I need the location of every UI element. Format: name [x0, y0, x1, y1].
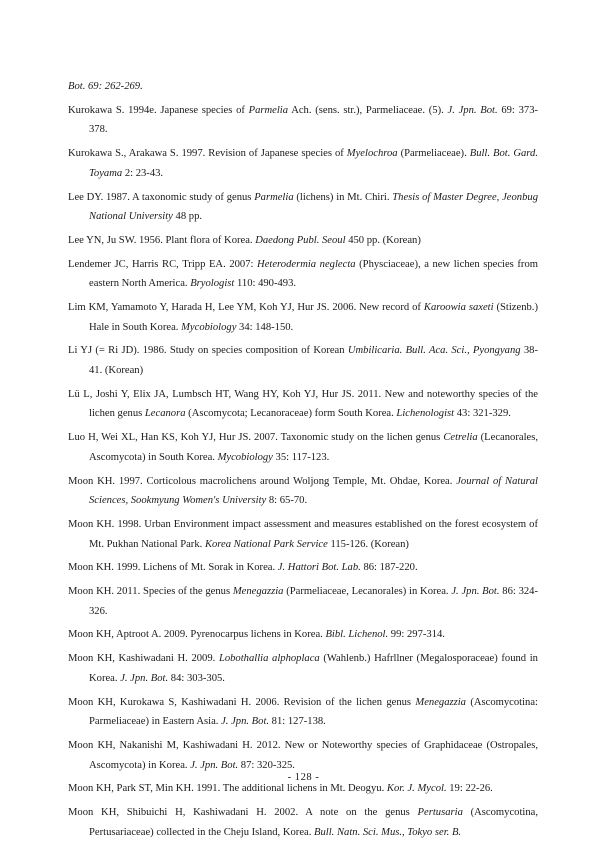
reference-italic-text: Bibl. Lichenol.	[325, 629, 389, 641]
reference-text: Lee DY. 1987. A taxonomic study of genus	[68, 191, 255, 203]
reference-text: 38-41. (Korean)	[89, 345, 538, 377]
reference-italic-text: Journal of Natural Sciences, Sookmyung Women's University	[89, 475, 538, 507]
reference-italic-text: Mycobiology	[181, 321, 237, 333]
reference-italic-text: J. Jpn. Bot.	[221, 716, 270, 728]
reference-text: (lichens) in Mt. Chiri.	[293, 191, 393, 203]
reference-text: Moon KH. 1997. Corticolous macrolichens around Woljong Temple, Mt. Ohdae, Korea.	[68, 475, 457, 487]
reference-entry	[68, 428, 538, 467]
reference-italic-text: Parmelia	[248, 104, 289, 116]
reference-text: Lü L, Joshi Y, Elix JA, Lumbsch HT, Wang HY, Koh YJ, Hur JS. 2011. New and noteworthy species of the lichen genus	[68, 388, 538, 420]
reference-text: Luo H, Wei XL, Han KS, Koh YJ, Hur JS. 2007. Taxonomic study on the lichen genus	[68, 432, 444, 444]
reference-italic-text: Cetrelia	[443, 432, 478, 444]
page-number: - 128 -	[287, 772, 320, 783]
reference-entry	[68, 472, 538, 511]
reference-italic-text: J. Jpn. Bot.	[190, 759, 239, 771]
reference-text: 450 pp. (Korean)	[345, 234, 421, 246]
reference-entry	[68, 558, 538, 578]
reference-text: 69: 373-378.	[89, 104, 539, 136]
reference-entry	[68, 298, 538, 337]
reference-entry	[68, 255, 538, 294]
reference-italic-text: Heterodermia neglecta	[257, 258, 356, 270]
reference-italic-text: Menegazzia	[232, 586, 284, 598]
reference-text: (Wahlenb.) Hafrllner (Megalosporaceae) found in Korea.	[89, 653, 538, 684]
reference-italic-text: Lichenologist	[396, 408, 455, 420]
reference-text: (Parmeliaceae).	[397, 148, 470, 160]
reference-italic-text: J. Jpn. Bot.	[451, 586, 500, 598]
reference-text: (Parmeliaceae, Lecanorales) in Korea.	[283, 586, 452, 598]
reference-text: Ach. (sens. str.), Parmeliaceae. (5).	[288, 104, 448, 116]
reference-italic-text: Daedong Publ. Seoul	[255, 234, 346, 246]
reference-text: Moon KH. 1998. Urban Environment impact assessment and measures established on the forest ecosystem of Mt. Pukhan National Park.	[68, 518, 538, 550]
reference-text: 84: 303-305.	[168, 672, 225, 684]
reference-text: Lim KM, Yamamoto Y, Harada H, Lee YM, Koh YJ, Hur JS. 2006. New record of	[68, 302, 424, 314]
reference-text: 35: 117-123.	[272, 451, 330, 463]
reference-text: Kurokawa S., Arakawa S. 1997. Revision of Japanese species of	[68, 148, 347, 160]
reference-entry	[68, 101, 538, 140]
reference-italic-text: Bull. Natn. Sci. Mus., Tokyo ser. B.	[314, 826, 462, 838]
reference-text: Moon KH. 2011. Species of the genus	[68, 586, 233, 598]
reference-text: 2: 23-43.	[122, 167, 164, 179]
reference-text: 43: 321-329.	[454, 408, 511, 420]
reference-italic-text: Kor. J. Mycol.	[386, 783, 447, 795]
reference-text: Moon KH, Park ST, Min KH. 1991. The additional lichens in Mt. Deogyu.	[68, 783, 387, 795]
reference-text: Moon KH, Kashiwadani H. 2009.	[68, 653, 219, 665]
reference-text: 86: 187-220.	[360, 562, 418, 574]
reference-italic-text: J. Jpn. Bot.	[447, 104, 498, 116]
reference-text: 115-126. (Korean)	[327, 538, 409, 550]
reference-entry	[68, 188, 538, 227]
reference-text: (Lecanorales, Ascomycota) in South Korea.	[89, 432, 538, 463]
reference-italic-text: Mycobiology	[217, 451, 273, 463]
reference-text: 87: 320-325.	[238, 759, 295, 771]
reference-italic-text: Myelochroa	[346, 148, 398, 160]
reference-italic-text: Bryologist	[190, 278, 235, 290]
reference-text: Moon KH, Shibuichi H, Kashiwadani H. 2002. A note on the genus	[68, 807, 418, 819]
reference-text: (Ascomycotina: Parmeliaceae) in Eastern Asia.	[89, 696, 538, 728]
reference-text: (Ascomycota; Lecanoraceae) form South Korea.	[185, 408, 397, 420]
reference-entry	[68, 625, 538, 645]
reference-italic-text: Thesis of Master Degree, Jeonbug National University	[89, 191, 538, 223]
reference-text: (Stizenb.) Hale in South Korea.	[89, 302, 538, 333]
reference-italic-text: Lobothallia alphoplaca	[218, 653, 320, 665]
reference-entry	[68, 515, 538, 554]
reference-text: 48 pp.	[172, 211, 203, 223]
reference-text: (Physciaceae), a new lichen species from eastern North America.	[89, 258, 538, 290]
reference-text: Moon KH, Nakanishi M, Kashiwadani H. 2012. New or Noteworthy species of Graphidaceae (Ostropales, Ascomycota) in Korea.	[68, 740, 538, 771]
reference-italic-text: Umbilicaria. Bull. Aca. Sci., Pyongyang	[347, 345, 521, 357]
reference-entry	[68, 693, 538, 732]
reference-italic-text: Menegazzia	[415, 696, 466, 708]
reference-italic-text: Pertusaria	[417, 807, 463, 819]
reference-text: Moon KH, Kurokawa S, Kashiwadani H. 2006. Revision of the lichen genus	[68, 696, 416, 708]
reference-text: Lendemer JC, Harris RC, Tripp EA. 2007:	[68, 258, 258, 270]
reference-italic-text: Korea National Park Service	[204, 538, 328, 550]
reference-entry	[68, 77, 538, 97]
reference-entry	[68, 736, 538, 775]
reference-text: 34: 148-150.	[236, 321, 294, 333]
reference-italic-text: Karoowia saxeti	[423, 302, 494, 314]
reference-entry	[68, 385, 538, 424]
reference-text: Kurokawa S. 1994e. Japanese species of	[68, 104, 249, 116]
reference-entry	[68, 649, 538, 688]
reference-text: Moon KH, Aptroot A. 2009. Pyrenocarpus lichens in Korea.	[68, 629, 326, 641]
reference-italic-text: J. Jpn. Bot.	[120, 672, 169, 684]
reference-italic-text: Parmelia	[254, 191, 294, 203]
reference-text: 8: 65-70.	[266, 495, 308, 507]
reference-text: 86: 324-326.	[89, 586, 538, 617]
reference-entry	[68, 582, 538, 621]
reference-text: 99: 297-314.	[388, 629, 445, 641]
reference-entry	[68, 803, 538, 842]
reference-italic-text: Bull. Bot. Gard. Toyama	[89, 148, 538, 179]
reference-text: (Ascomycotina, Pertusariaceae) collected in the Cheju Island, Korea.	[89, 807, 538, 838]
reference-text: Lee YN, Ju SW. 1956. Plant flora of Korea.	[68, 234, 256, 246]
reference-list	[68, 77, 538, 847]
reference-text: 110: 490-493.	[234, 278, 297, 290]
reference-entry	[68, 341, 538, 380]
reference-italic-text: J. Hattori Bot. Lab.	[277, 562, 361, 574]
reference-text: Li YJ (= Ri JD). 1986. Study on species composition of Korean	[68, 345, 348, 357]
reference-entry	[68, 231, 538, 251]
reference-text: Moon KH. 1999. Lichens of Mt. Sorak in Korea.	[68, 562, 278, 574]
reference-text: 19: 22-26.	[446, 783, 493, 795]
reference-italic-text: Lecanora	[144, 408, 186, 420]
reference-italic-text: Bot. 69: 262-269.	[68, 81, 143, 92]
reference-entry	[68, 144, 538, 183]
reference-text: 81: 127-138.	[269, 716, 326, 728]
